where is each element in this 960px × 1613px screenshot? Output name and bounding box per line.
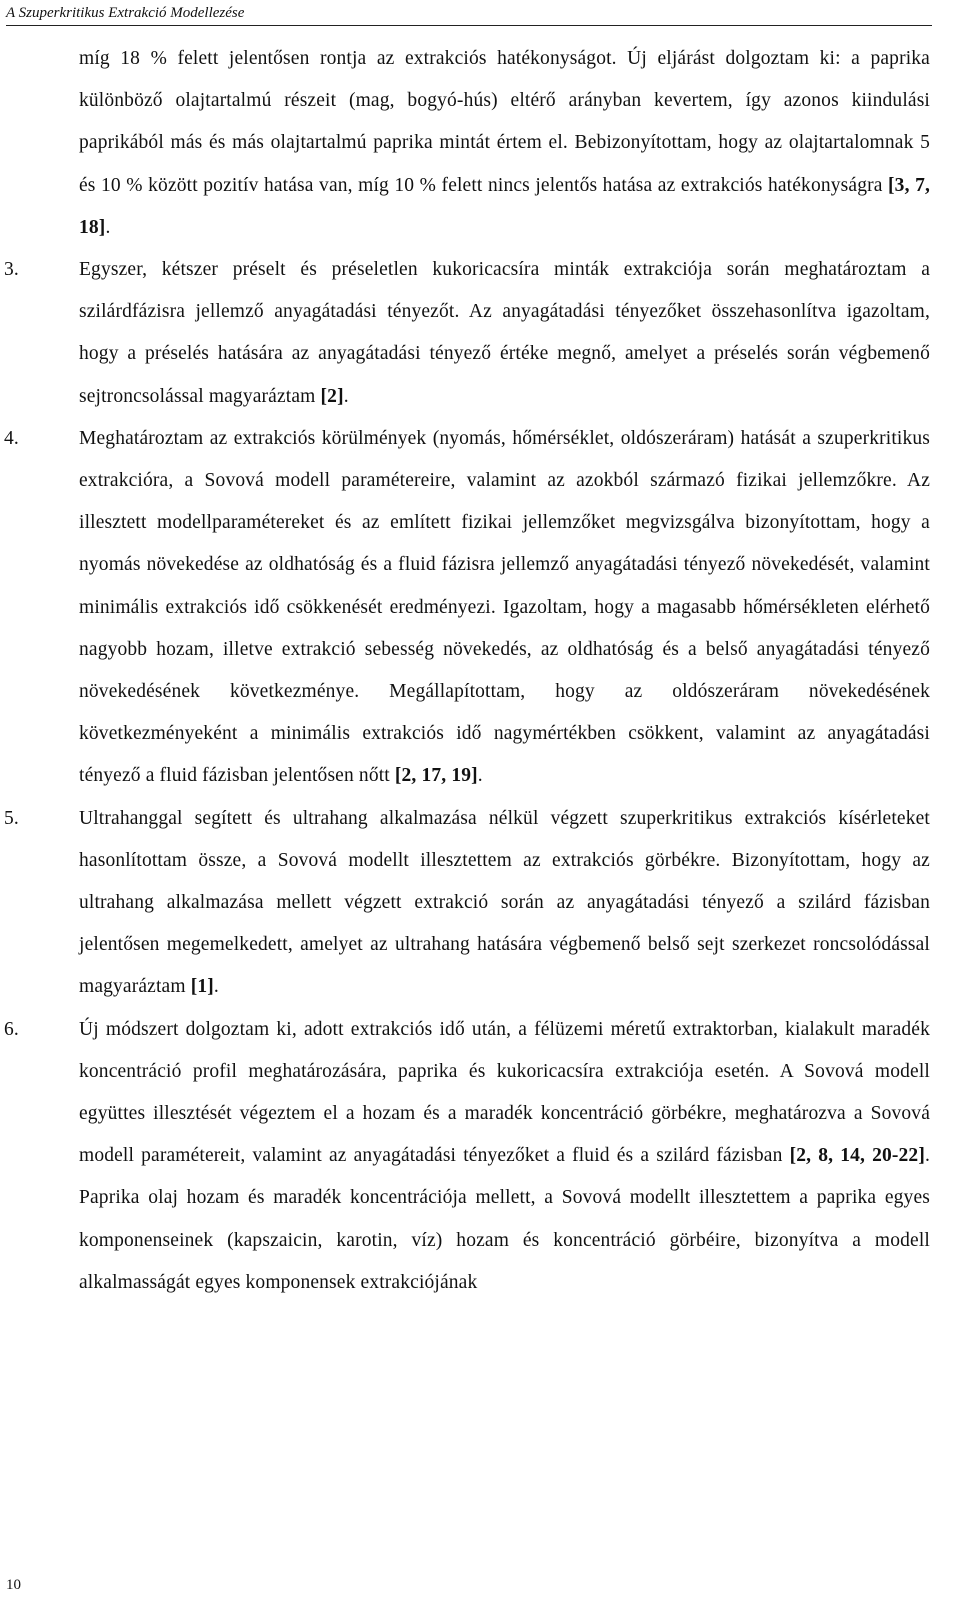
citation: [2, 17, 19] — [394, 765, 478, 787]
list-item-5 — [4, 798, 930, 1009]
running-header-title: A Szuperkritikus Extrakció Modellezése — [6, 5, 245, 21]
continuation-paragraph — [79, 38, 930, 249]
item-number: 3. — [4, 259, 19, 281]
item-text: Ultrahanggal segített és ultrahang alkalmazása nélkül végzett szuperkritikus extrakciós kísérleteket hasonlítottam össze, a Sovová modellt illesztettem az extrakciós görbékre. Bizonyítottam, hogy az ultrahang alkalmazása mellett végzett extrakció során az anyagátadási tényező a szilárd fázisban jelentősen megemelkedett, amelyet az ultrahang hatására végbemenő belső sejt szerkezet roncsolódással magyaráztam — [79, 807, 930, 998]
item-end: . — [477, 765, 483, 787]
citation: [2] — [320, 385, 344, 407]
paragraph-end: . — [105, 216, 111, 238]
item-end: . — [213, 976, 219, 998]
item-number: 5. — [4, 807, 19, 829]
paragraph-text: míg 18 % felett jelentősen rontja az extrakciós hatékonyságot. Új eljárást dolgoztam ki: a paprika különböző olajtartalmú részeit (mag, bogyó-hús) eltérő arányban kevertem, így azonos kiindulási paprikából más és más olajtartalmú paprika mintát értem el. Bebizonyítottam, hogy az olajtartalomnak 5 és 10 % között pozitív hatása van, míg 10 % felett nincs jelentős hatása az extrakciós hatékonyságra — [79, 48, 930, 196]
item-number: 4. — [4, 427, 19, 449]
page-number: 10 — [6, 1577, 21, 1593]
running-header — [6, 2, 932, 26]
item-text-continued: Paprika olaj hozam és maradék koncentrációja mellett, a Sovová modellt illesztettem a paprika egyes komponenseinek (kapszaicin, karotin, víz) hozam és koncentráció görbéire, bizonyítva a modell alkalmasságát egyes komponensek extrakciójának — [79, 1187, 930, 1293]
citation: [3, 7, 18] — [79, 174, 930, 238]
item-end: . — [924, 1145, 931, 1167]
list-item-6 — [4, 1009, 931, 1304]
item-text: Meghatároztam az extrakciós körülmények (nyomás, hőmérséklet, oldószeráram) hatását a szuperkritikus extrakcióra, a Sovová modell paramétereire, valamint az azokból származó fizikai jellemzőkre. Az illesztett modellparamétereket és az említett fizikai jellemzőket megvizsgálva bizonyítottam, hogy a nyomás növekedése az oldhatóság és a fluid fázisra jellemző anyagátadási tényező növekedését, valamint minimális extrakciós idő csökkenését eredményezi. Igazoltam, hogy a magasabb hőmérsékleten elérhető nagyobb hozam, illetve extrakció sebesség növekedés, az oldhatóság és a belső anyagátadási tényező növekedésének következménye. Megállapítottam, hogy az oldószeráram növekedésének következményeként a minimális extrakciós idő nagymértékben csökkent, valamint az anyagátadási tényező a fluid fázisban jelentősen nőtt — [79, 427, 930, 787]
list-item-3 — [4, 249, 930, 418]
page-body — [0, 38, 960, 1304]
citation: [2, 8, 14, 20-22] — [789, 1145, 925, 1167]
citation: [1] — [190, 976, 214, 998]
list-item-4 — [4, 418, 930, 798]
item-number: 6. — [4, 1018, 19, 1040]
item-text: Új módszert dolgoztam ki, adott extrakciós idő után, a félüzemi méretű extraktorban, kialakult maradék koncentráció profil meghatározására, paprika és kukoricacsíra extrakciója esetén. A Sovová modell együttes illesztését végeztem el a hozam és a maradék koncentráció görbékre, meghatározva a Sovová modell paramétereit, valamint az anyagátadási tényezőket a fluid és a szilárd fázisban — [79, 1018, 930, 1167]
item-text: Egyszer, kétszer préselt és préseletlen kukoricacsíra minták extrakciója során meghatároztam a szilárdfázisra jellemző anyagátadási tényezőt. Az anyagátadási tényezőket összehasonlítva igazoltam, hogy a préselés hatására az anyagátadási tényező értéke megnő, amelyet a préselés során végbemenő sejtroncsolással magyaráztam — [79, 259, 930, 407]
item-end: . — [343, 385, 349, 407]
